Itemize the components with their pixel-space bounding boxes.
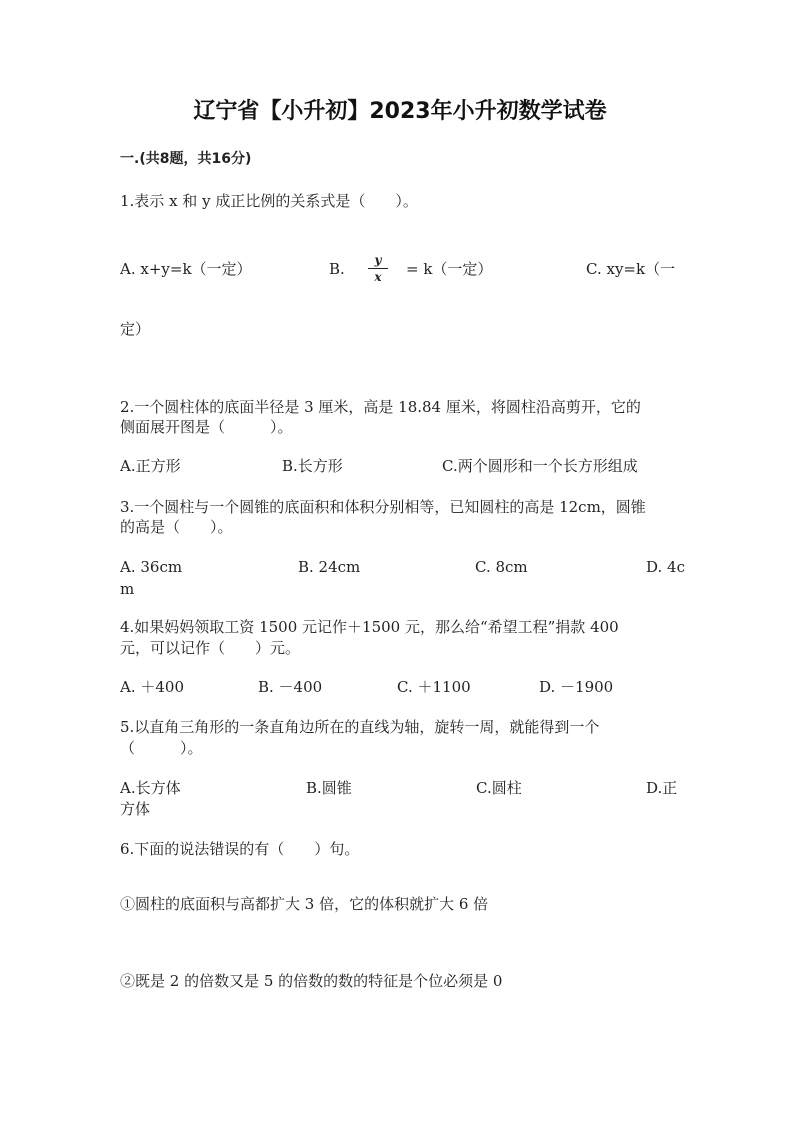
question-5-option-b: B.圆锥 xyxy=(306,779,352,797)
question-1-option-b-label: B. xyxy=(329,260,345,278)
question-5-option-d-wrap: 方体 xyxy=(120,800,151,818)
question-4-option-b: B. －400 xyxy=(258,678,323,696)
question-1-option-a: A. x+y=k（一定） xyxy=(120,260,252,278)
question-1-stem: 1.表示 x 和 y 成正比例的关系式是（ ）。 xyxy=(120,192,418,210)
question-4-line-2: 元，可以记作（ ）元。 xyxy=(120,639,301,657)
question-3-option-d-wrap: m xyxy=(120,580,135,598)
question-3-option-a: A. 36cm xyxy=(120,558,183,576)
question-3-option-d: D. 4c xyxy=(646,558,685,576)
question-6-statement-1: ①圆柱的底面积与高都扩大 3 倍，它的体积就扩大 6 倍 xyxy=(120,895,489,913)
question-6-statement-2: ②既是 2 的倍数又是 5 的倍数的数的特征是个位必须是 0 xyxy=(120,972,503,990)
question-5-line-1: 5.以直角三角形的一条直角边所在的直线为轴，旋转一周，就能得到一个 xyxy=(120,718,600,736)
question-4-option-c: C. ＋1100 xyxy=(397,678,471,696)
page-title: 辽宁省【小升初】2023年小升初数学试卷 xyxy=(193,99,607,124)
section-heading: 一.(共8题，共16分) xyxy=(120,151,252,167)
fraction-bar xyxy=(368,268,388,269)
fraction-y-over-x xyxy=(368,254,388,283)
question-2-option-b: B.长方形 xyxy=(282,457,343,475)
question-6-stem: 6.下面的说法错误的有（ ）句。 xyxy=(120,840,360,858)
question-2-option-c: C.两个圆形和一个长方形组成 xyxy=(442,457,638,475)
question-4-line-1: 4.如果妈妈领取工资 1500 元记作＋1500 元，那么给“希望工程”捐款 400 xyxy=(120,618,619,636)
fraction-denominator: x xyxy=(374,270,382,284)
question-3-line-1: 3.一个圆柱与一个圆锥的底面积和体积分别相等，已知圆柱的高是 12cm，圆锥 xyxy=(120,498,646,516)
question-5-option-a: A.长方体 xyxy=(120,779,181,797)
question-3-option-b: B. 24cm xyxy=(298,558,361,576)
question-5-line-2: （ ）。 xyxy=(120,739,203,757)
question-1-option-c: C. xy=k（一 xyxy=(586,260,676,278)
question-4-option-a: A. ＋400 xyxy=(120,678,184,696)
question-4-option-d: D. －1900 xyxy=(539,678,614,696)
question-3-option-c: C. 8cm xyxy=(475,558,528,576)
question-2-line-2: 侧面展开图是（ ）。 xyxy=(120,418,293,436)
question-1-option-b-rest: = k（一定） xyxy=(406,260,493,278)
question-1-option-c-wrap: 定） xyxy=(120,320,151,338)
question-2-line-1: 2.一个圆柱体的底面半径是 3 厘米，高是 18.84 厘米，将圆柱沿高剪开，它的 xyxy=(120,398,641,416)
question-3-line-2: 的高是（ ）。 xyxy=(120,518,233,536)
question-5-option-d: D.正 xyxy=(646,779,678,797)
question-2-option-a: A.正方形 xyxy=(120,457,181,475)
fraction-numerator: y xyxy=(374,253,382,267)
question-5-option-c: C.圆柱 xyxy=(476,779,522,797)
